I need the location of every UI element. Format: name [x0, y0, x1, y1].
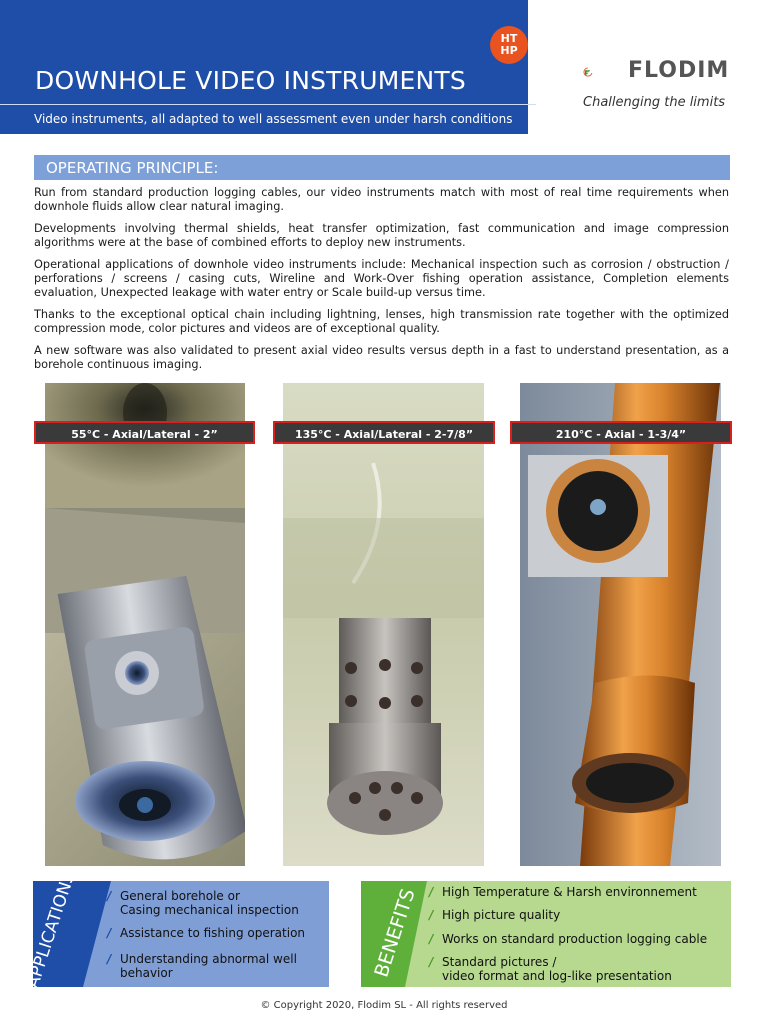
application-item: / General borehole or Casing mechanical inspection — [120, 889, 299, 917]
application-item: / Understanding abnormal well behavior — [120, 952, 297, 980]
tool-label-135c: 135°C - Axial/Lateral - 2-7/8” — [273, 421, 495, 444]
benefits-label: BENEFITS — [370, 886, 420, 980]
applications-label: APPLICATIONS — [23, 869, 80, 991]
badge-bottom-text: HP — [500, 44, 518, 57]
paragraph: Developments involving thermal shields, heat transfer optimization, fast communication and image compression algorithms were at the base of combined efforts to deploy new instruments. — [34, 222, 729, 249]
header-divider — [0, 104, 536, 105]
tool-210c-illustration — [520, 383, 721, 866]
application-item: / Assistance to fishing operation — [120, 926, 305, 940]
copyright-footer: © Copyright 2020, Flodim SL - All rights reserved — [260, 1000, 508, 1011]
tool-55c-illustration — [45, 383, 245, 866]
tool-135c-illustration — [283, 383, 484, 866]
brand-tagline: Challenging the limits — [583, 95, 726, 110]
brand-name: FLODIM — [628, 58, 730, 83]
page-subtitle: Video instruments, all adapted to well assessment even under harsh conditions — [34, 112, 513, 126]
badge-top-text: HT — [500, 32, 518, 45]
benefit-item: / High Temperature & Harsh environnement — [442, 885, 697, 899]
flodim-logo-icon — [582, 54, 626, 90]
section-body — [34, 186, 729, 380]
tool-photo-210c — [520, 383, 721, 866]
tool-photo-135c — [283, 383, 484, 866]
benefit-item: / Works on standard production logging cable — [442, 932, 707, 946]
benefit-item: / Standard pictures / video format and log-like presentation — [442, 955, 672, 983]
paragraph: Operational applications of downhole video instruments include: Mechanical inspection such as corrosion / obstruction / perforations / screens / casing cuts, Wireline and Work-Over fishing operation assistance, Completion elements evaluation, Unexpected leakage with water entry or Scale build-up versus time. — [34, 258, 729, 299]
tool-photo-55c — [45, 383, 245, 866]
paragraph: Thanks to the exceptional optical chain including lightning, lenses, high transmission rate together with the optimized compression mode, color pictures and videos are of exceptional quality. — [34, 308, 729, 335]
paragraph: Run from standard production logging cables, our video instruments match with most of real time requirements when downhole fluids allow clear natural imaging. — [34, 186, 729, 213]
section-header — [34, 155, 730, 180]
paragraph: A new software was also validated to present axial video results versus depth in a fast to understand presentation, as a borehole continuous imaging. — [34, 344, 729, 371]
page-title: DOWNHOLE VIDEO INSTRUMENTS — [35, 66, 466, 95]
tool-label-210c: 210°C - Axial - 1-3/4” — [510, 421, 732, 444]
hthp-badge — [490, 26, 528, 64]
section-title: OPERATING PRINCIPLE: — [46, 159, 219, 177]
benefit-item: / High picture quality — [442, 908, 560, 922]
tool-label-55c: 55°C - Axial/Lateral - 2” — [34, 421, 255, 444]
